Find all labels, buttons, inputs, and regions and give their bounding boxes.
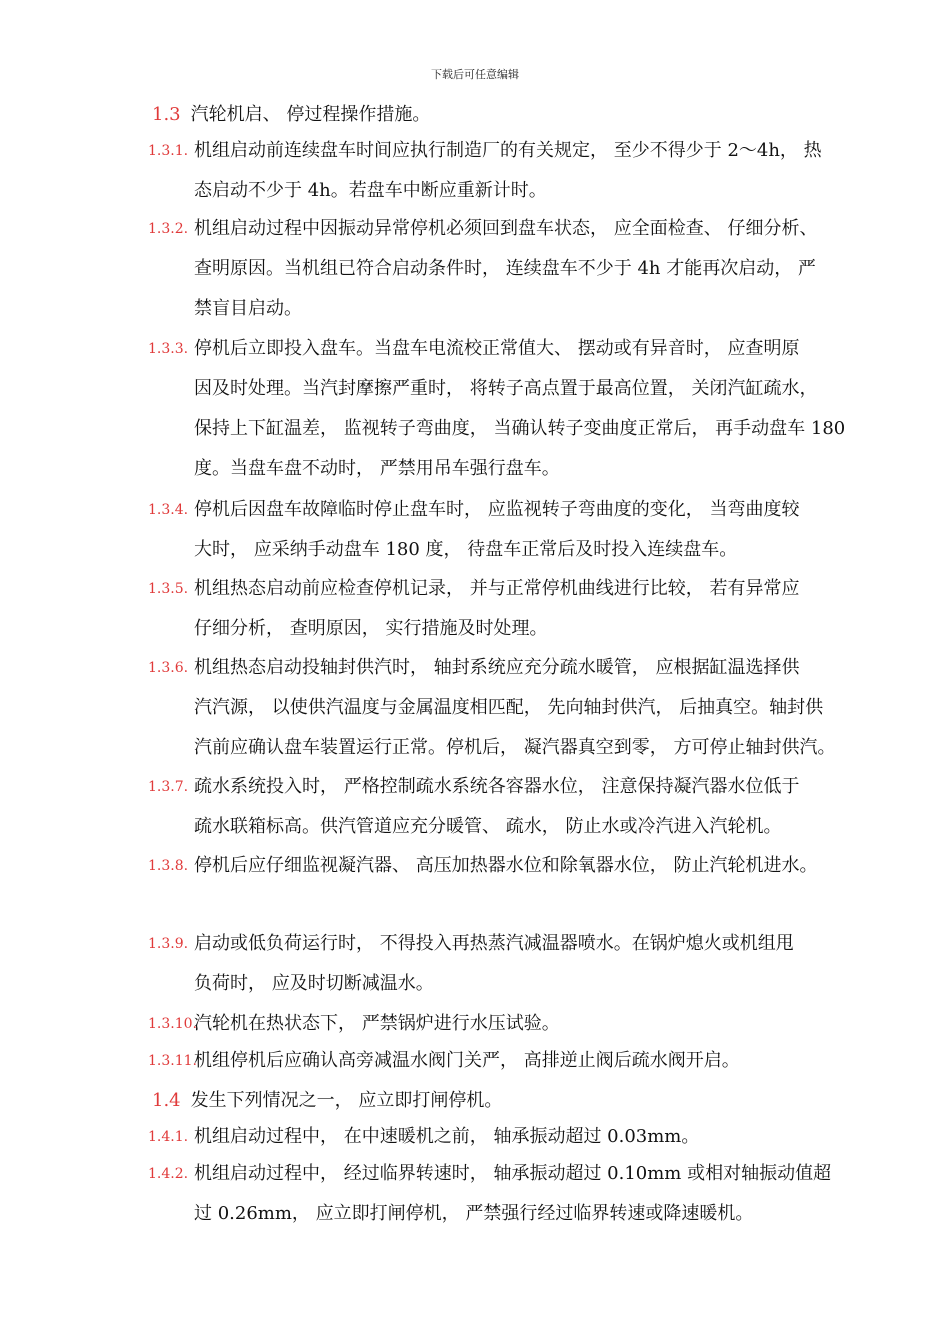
- clause-line: 汽汽源， 以使供汽温度与金属温度相匹配， 先向轴封供汽， 后抽真空。轴封供: [194, 697, 824, 718]
- clause: [148, 1004, 878, 1044]
- clause-line: 机组启动前连续盘车时间应执行制造厂的有关规定， 至少不得少于 2～4h， 热: [194, 140, 822, 161]
- clause-number: 1.3.6.: [148, 660, 189, 676]
- clause-number: 1.4.1.: [148, 1129, 189, 1145]
- clause: [148, 131, 878, 211]
- clause: [148, 329, 878, 489]
- clause-number: 1.3.1.: [148, 143, 189, 159]
- clause-line: 态启动不少于 4h。若盘车中断应重新计时。: [194, 180, 547, 201]
- clause: [148, 1117, 878, 1157]
- clause: [148, 1154, 878, 1234]
- clause-number: 1.3.11.: [148, 1053, 197, 1069]
- clause-line: 疏水系统投入时， 严格控制疏水系统各容器水位， 注意保持凝汽器水位低于: [194, 776, 800, 797]
- clause-line: 汽轮机在热状态下， 严禁锅炉进行水压试验。: [194, 1013, 560, 1034]
- clause-number: 1.4.2.: [148, 1166, 189, 1182]
- section-number: 1.3: [152, 104, 181, 125]
- clause: [148, 209, 878, 329]
- clause-line: 启动或低负荷运行时， 不得投入再热蒸汽减温器喷水。在锅炉熄火或机组甩: [194, 933, 794, 954]
- section-heading: [152, 1086, 502, 1112]
- clause-number: 1.3.7.: [148, 779, 189, 795]
- clause-line: 机组启动过程中， 在中速暖机之前， 轴承振动超过 0.03mm。: [194, 1126, 700, 1147]
- clause-line: 禁盲目启动。: [194, 298, 302, 319]
- clause-line: 机组启动过程中， 经过临界转速时， 轴承振动超过 0.10mm 或相对轴振动值超: [194, 1163, 832, 1184]
- clause-line: 度。当盘车盘不动时， 严禁用吊车强行盘车。: [194, 458, 560, 479]
- clause: [148, 569, 878, 649]
- page-header: 下载后可任意编辑: [431, 68, 519, 81]
- clause: [148, 648, 878, 768]
- clause-line: 保持上下缸温差， 监视转子弯曲度， 当确认转子变曲度正常后， 再手动盘车 180: [194, 418, 846, 439]
- clause: [148, 846, 878, 886]
- clause-line: 汽前应确认盘车装置运行正常。停机后， 凝汽器真空到零， 方可停止轴封供汽。: [194, 737, 836, 758]
- section-title: 发生下列情况之一， 应立即打闸停机。: [190, 1090, 503, 1111]
- clause: [148, 767, 878, 847]
- clause-line: 因及时处理。当汽封摩擦严重时， 将转子高点置于最高位置， 关闭汽缸疏水，: [194, 378, 818, 399]
- clause-line: 查明原因。当机组已符合启动条件时， 连续盘车不少于 4h 才能再次启动， 严: [194, 258, 816, 279]
- clause-line: 机组热态启动投轴封供汽时， 轴封系统应充分疏水暖管， 应根据缸温选择供: [194, 657, 800, 678]
- clause-number: 1.3.8.: [148, 858, 189, 874]
- section-heading: [152, 100, 430, 126]
- clause-line: 机组热态启动前应检查停机记录， 并与正常停机曲线进行比较， 若有异常应: [194, 578, 800, 599]
- clause-number: 1.3.10.: [148, 1016, 197, 1032]
- clause-line: 停机后应仔细监视凝汽器、 高压加热器水位和除氧器水位， 防止汽轮机进水。: [194, 855, 818, 876]
- clause-line: 疏水联箱标高。供汽管道应充分暖管、 疏水， 防止水或冷汽进入汽轮机。: [194, 816, 782, 837]
- clause-number: 1.3.4.: [148, 502, 189, 518]
- clause-line: 机组停机后应确认高旁减温水阀门关严， 高排逆止阀后疏水阀开启。: [194, 1050, 740, 1071]
- clause-number: 1.3.2.: [148, 221, 189, 237]
- clause: [148, 924, 878, 1004]
- clause-number: 1.3.9.: [148, 936, 189, 952]
- clause-line: 机组启动过程中因振动异常停机必须回到盘车状态， 应全面检查、 仔细分析、: [194, 218, 818, 239]
- clause-line: 负荷时， 应及时切断减温水。: [194, 973, 434, 994]
- clause-line: 仔细分析， 查明原因， 实行措施及时处理。: [194, 618, 548, 639]
- section-number: 1.4: [152, 1090, 181, 1111]
- clause: [148, 490, 878, 570]
- clause-line: 大时， 应采纳手动盘车 180 度， 待盘车正常后及时投入连续盘车。: [194, 539, 738, 560]
- clause: [148, 1041, 878, 1081]
- clause-line: 停机后立即投入盘车。当盘车电流校正常值大、 摆动或有异音时， 应查明原: [194, 338, 800, 359]
- clause-number: 1.3.5.: [148, 581, 189, 597]
- clause-line: 停机后因盘车故障临时停止盘车时， 应监视转子弯曲度的变化， 当弯曲度较: [194, 499, 800, 520]
- clause-number: 1.3.3.: [148, 341, 189, 357]
- section-title: 汽轮机启、 停过程操作措施。: [190, 104, 431, 125]
- clause-line: 过 0.26mm， 应立即打闸停机， 严禁强行经过临界转速或降速暖机。: [194, 1203, 754, 1224]
